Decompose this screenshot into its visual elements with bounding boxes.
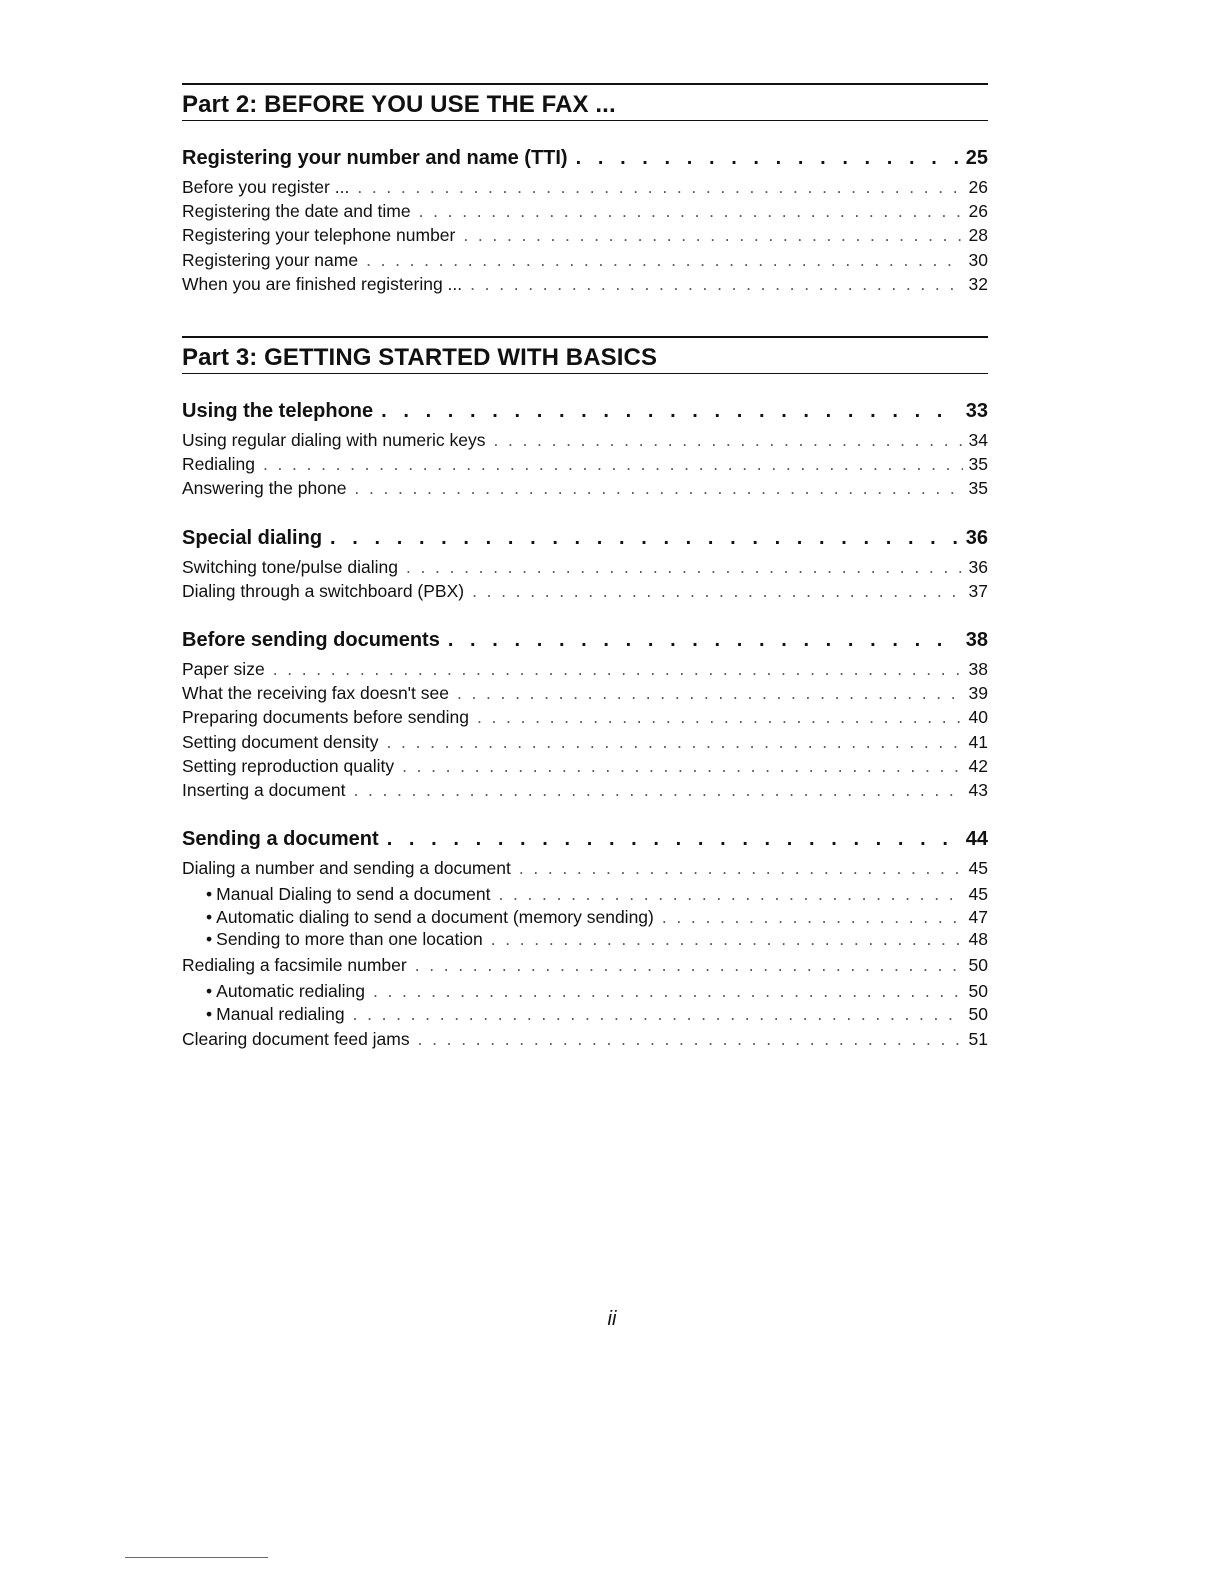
- toc-entry[interactable]: [182, 248, 988, 272]
- page-number: 34: [968, 430, 988, 451]
- page-number: 51: [968, 1029, 988, 1050]
- dot-leader: [406, 555, 963, 579]
- toc-section: [182, 824, 988, 1051]
- page-number: 45: [968, 858, 988, 879]
- toc-section: [182, 396, 988, 501]
- section-heading-label: Registering your number and name (TTI): [182, 147, 568, 169]
- page-number: 33: [965, 400, 988, 423]
- subentry-label: [206, 980, 365, 1003]
- entry-label: Paper size: [182, 659, 265, 680]
- page-number: 50: [968, 954, 988, 975]
- toc-entry[interactable]: [182, 579, 988, 603]
- toc-subentry[interactable]: [182, 980, 988, 1003]
- entry-label: When you are finished registering ...: [182, 273, 463, 294]
- toc-section: [182, 625, 988, 802]
- toc-entry[interactable]: [182, 428, 988, 452]
- dot-leader: [353, 1003, 963, 1026]
- entry-label: Registering the date and time: [182, 201, 411, 222]
- page-number: 50: [968, 1003, 988, 1024]
- subentry-text: Manual Dialing to send a document: [216, 884, 491, 905]
- entry-label: Before you register ...: [182, 177, 350, 197]
- dot-leader: [263, 452, 963, 476]
- dot-leader: [463, 223, 962, 247]
- entry-label: Setting reproduction quality: [182, 755, 395, 776]
- subentry-text: Sending to more than one location: [216, 929, 483, 950]
- toc-section: [182, 523, 988, 603]
- page-number: 50: [968, 981, 988, 1002]
- page-number: 40: [968, 707, 988, 728]
- table-of-contents: [182, 83, 988, 1051]
- section-heading-label: Using the telephone: [182, 400, 374, 423]
- page-number: 38: [968, 659, 988, 680]
- part-title: Part 2: BEFORE YOU USE THE FAX ...: [182, 91, 616, 118]
- dot-leader: [498, 883, 962, 906]
- toc-entry[interactable]: [182, 175, 988, 199]
- dot-leader: [448, 625, 960, 655]
- toc-subentry-group: [182, 883, 988, 951]
- toc-entry[interactable]: [182, 452, 988, 476]
- toc-entry[interactable]: [182, 555, 988, 579]
- dot-leader: [491, 928, 963, 951]
- toc-section-heading[interactable]: [182, 824, 988, 854]
- dot-leader: [387, 824, 960, 854]
- dot-leader: [330, 523, 960, 553]
- page-number: 48: [968, 929, 988, 950]
- entry-label: Registering your telephone number: [182, 225, 456, 246]
- toc-section: [182, 143, 988, 296]
- entry-label: Answering the phone: [182, 478, 347, 499]
- entry-label: Dialing a number and sending a document: [182, 858, 511, 879]
- toc-part-2: [182, 83, 988, 296]
- subentry-label: [206, 906, 654, 929]
- toc-part-3: [182, 336, 988, 1051]
- toc-subentry[interactable]: [182, 906, 988, 929]
- bullet-icon: •: [206, 884, 213, 905]
- page-number: 30: [968, 249, 988, 270]
- section-heading-label: Before sending documents: [182, 629, 440, 652]
- page-number: 38: [965, 629, 988, 652]
- entry-label: Setting document density: [182, 731, 379, 752]
- toc-subentry[interactable]: [182, 1003, 988, 1026]
- subentry-label: [206, 1003, 345, 1026]
- entry-label: Preparing documents before sending: [182, 707, 469, 728]
- dot-leader: [472, 579, 962, 603]
- subentry-text: Manual redialing: [216, 1003, 345, 1024]
- entry-label: Clearing document feed jams: [182, 1029, 410, 1050]
- page-number: 37: [968, 580, 988, 601]
- dot-leader: [402, 754, 962, 778]
- entry-label: Registering your name: [182, 249, 359, 270]
- dot-leader: [354, 476, 962, 500]
- toc-entry[interactable]: [182, 199, 988, 223]
- toc-subentry[interactable]: [182, 928, 988, 951]
- toc-entry[interactable]: [182, 778, 988, 802]
- page-number: 28: [968, 225, 988, 246]
- page-number: 32: [968, 273, 988, 294]
- page-number: 39: [968, 683, 988, 704]
- bullet-icon: •: [206, 1003, 213, 1024]
- toc-entry[interactable]: [182, 681, 988, 705]
- dot-leader: [470, 272, 962, 296]
- toc-section-heading[interactable]: [182, 625, 988, 655]
- dot-leader: [373, 980, 963, 1003]
- page-number: 43: [968, 780, 988, 801]
- page-number: 25: [965, 147, 988, 169]
- entry-label: What the receiving fax doesn't see: [182, 683, 449, 704]
- corner-rule: [125, 1557, 268, 1558]
- entry-label: Inserting a document: [182, 780, 346, 801]
- page-number: 35: [968, 454, 988, 475]
- toc-entry[interactable]: [182, 953, 988, 977]
- toc-entry[interactable]: [182, 657, 988, 681]
- toc-subentry-group: [182, 980, 988, 1025]
- page-number: 42: [968, 755, 988, 776]
- dot-leader: [519, 856, 963, 880]
- page-number: 36: [965, 526, 988, 549]
- subentry-text: Automatic redialing: [216, 981, 365, 1002]
- toc-section-heading[interactable]: [182, 143, 988, 173]
- toc-section-heading[interactable]: [182, 523, 988, 553]
- toc-entry[interactable]: [182, 856, 988, 880]
- toc-entry[interactable]: [182, 223, 988, 247]
- dot-leader: [381, 396, 960, 426]
- entry-label: Using regular dialing with numeric keys: [182, 430, 486, 451]
- dot-leader: [273, 657, 963, 681]
- dot-leader: [418, 1027, 963, 1051]
- bullet-icon: •: [206, 981, 213, 1002]
- toc-entry[interactable]: [182, 1027, 988, 1051]
- page-number: 35: [968, 478, 988, 499]
- page-number: 47: [968, 906, 988, 927]
- page-number: 36: [968, 556, 988, 577]
- dot-leader: [357, 175, 962, 199]
- entry-label: Dialing through a switchboard (PBX): [182, 580, 465, 601]
- page-number: 26: [968, 201, 988, 222]
- subentry-label: [206, 883, 490, 906]
- dot-leader: [419, 199, 963, 223]
- toc-entry[interactable]: [182, 272, 988, 296]
- toc-subentry[interactable]: [182, 883, 988, 906]
- subentry-text: Automatic dialing to send a document (memory sending): [216, 906, 654, 927]
- page-number: 44: [965, 828, 988, 851]
- page-number: 26: [968, 177, 988, 197]
- entry-label: Redialing: [182, 454, 255, 475]
- section-heading-label: Sending a document: [182, 828, 379, 851]
- subentry-label: [206, 928, 483, 951]
- toc-entry[interactable]: [182, 730, 988, 754]
- entry-label: Switching tone/pulse dialing: [182, 556, 398, 577]
- page-number: 41: [968, 731, 988, 752]
- dot-leader: [662, 906, 963, 929]
- dot-leader: [387, 730, 963, 754]
- dot-leader: [457, 681, 963, 705]
- toc-entry[interactable]: [182, 705, 988, 729]
- page-footer-number: ii: [607, 1308, 617, 1330]
- bullet-icon: •: [206, 929, 213, 950]
- toc-entry[interactable]: [182, 476, 988, 500]
- dot-leader: [493, 428, 962, 452]
- toc-section-heading[interactable]: [182, 396, 988, 426]
- dot-leader: [366, 248, 962, 272]
- page-number: 45: [968, 884, 988, 905]
- dot-leader: [353, 778, 962, 802]
- section-heading-label: Special dialing: [182, 526, 323, 549]
- dot-leader: [477, 705, 963, 729]
- part-title: Part 3: GETTING STARTED WITH BASICS: [182, 344, 658, 372]
- entry-label: Redialing a facsimile number: [182, 954, 407, 975]
- dot-leader: [415, 953, 963, 977]
- bullet-icon: •: [206, 906, 213, 927]
- toc-entry[interactable]: [182, 754, 988, 778]
- dot-leader: [576, 143, 960, 173]
